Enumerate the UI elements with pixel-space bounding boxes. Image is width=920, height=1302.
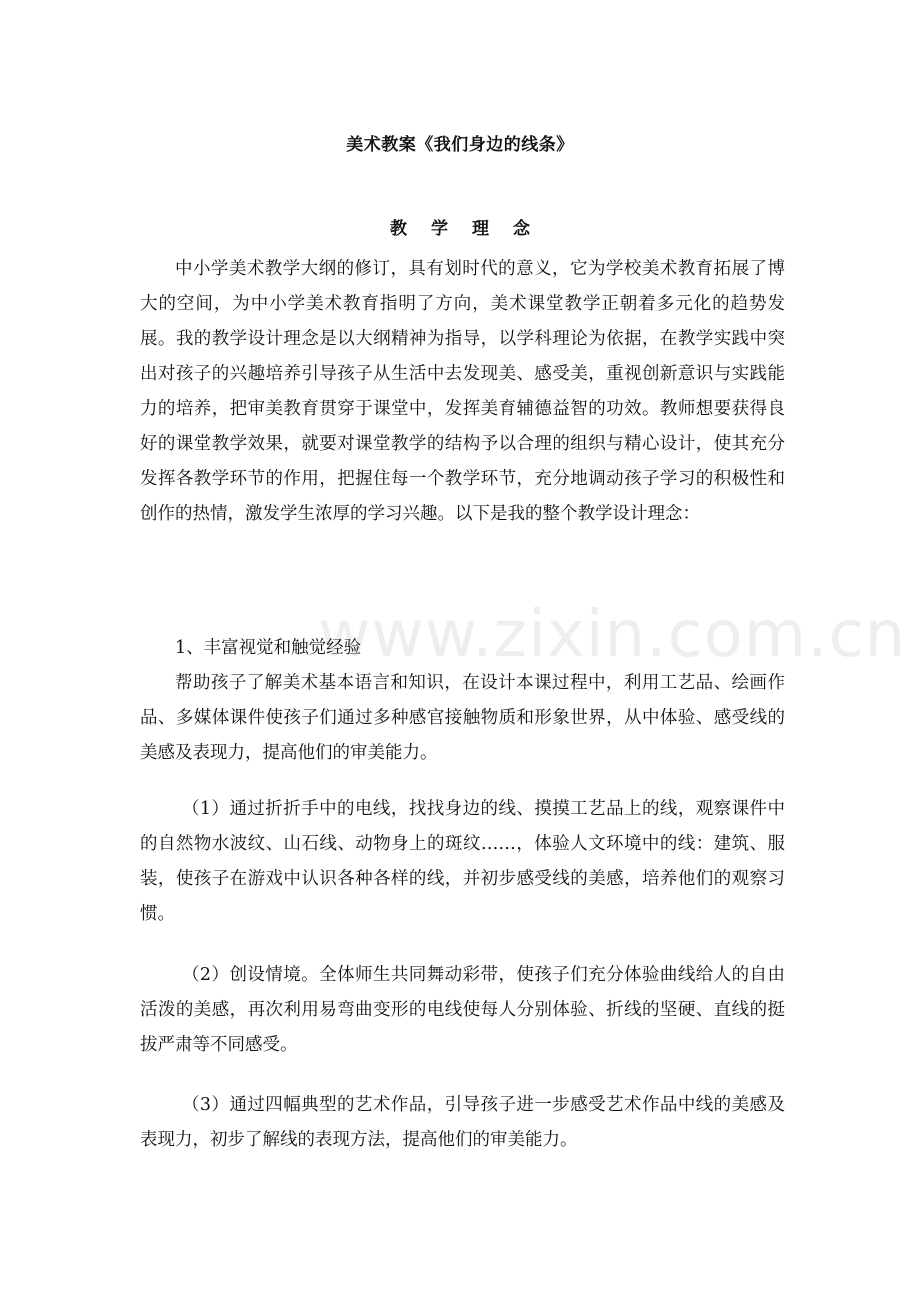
site-watermark: www.zixin.com.cn [318, 598, 907, 672]
intro-paragraph: 中小学美术教学大纲的修订，具有划时代的意义，它为学校美术教育拓展了博大的空间，为中小学美术教育指明了方向，美术课堂教学正朝着多元化的趋势发展。我的教学设计理念是以大纲精神为指导，以学科理论为依据，在教学实践中突出对孩子的兴趣培养引导孩子从生活中去发现美、感受美，重视创新意识与实践能力的培养，把审美教育贯穿于课堂中，发挥美育辅德益智的功效。教师想要获得良好的课堂教学效果，就要对课堂教学的结构予以合理的组织与精心设计，使其充分发挥各教学环节的作用，把握住每一个教学环节，充分地调动孩子学习的积极性和创作的热情，激发学生浓厚的学习兴趣。以下是我的整个教学设计理念： [140, 259, 785, 524]
section-heading: 教学理念 [390, 219, 554, 239]
item1-body-paragraph: 帮助孩子了解美术基本语言和知识，在设计本课过程中，利用工艺品、绘画作品、多媒体课件使孩子们通过多种感官接触物质和形象世界，从中体验、感受线的美感及表现力，提高他们的审美能力。 [140, 673, 785, 763]
document-title: 美术教案《我们身边的线条》 [346, 135, 574, 155]
sub-item-3-paragraph: （3）通过四幅典型的艺术作品，引导孩子进一步感受艺术作品中线的美感及表现力，初步了解线的表现方法，提高他们的审美能力。 [140, 1095, 785, 1150]
item1-heading: 1、丰富视觉和触觉经验 [175, 638, 362, 658]
sub-item-2-paragraph: （2）创设情境。全体师生共同舞动彩带，使孩子们充分体验曲线给人的自由活泼的美感，再次利用易弯曲变形的电线使每人分别体验、折线的坚硬、直线的挺拔严肃等不同感受。 [140, 965, 785, 1055]
sub-item-1-paragraph: （1）通过折折手中的电线，找找身边的线、摸摸工艺品上的线，观察课件中的自然物水波纹、山石线、动物身上的斑纹……，体验人文环境中的线：建筑、服装，使孩子在游戏中认识各种各样的线，并初步感受线的美感，培养他们的观察习惯。 [140, 799, 785, 924]
